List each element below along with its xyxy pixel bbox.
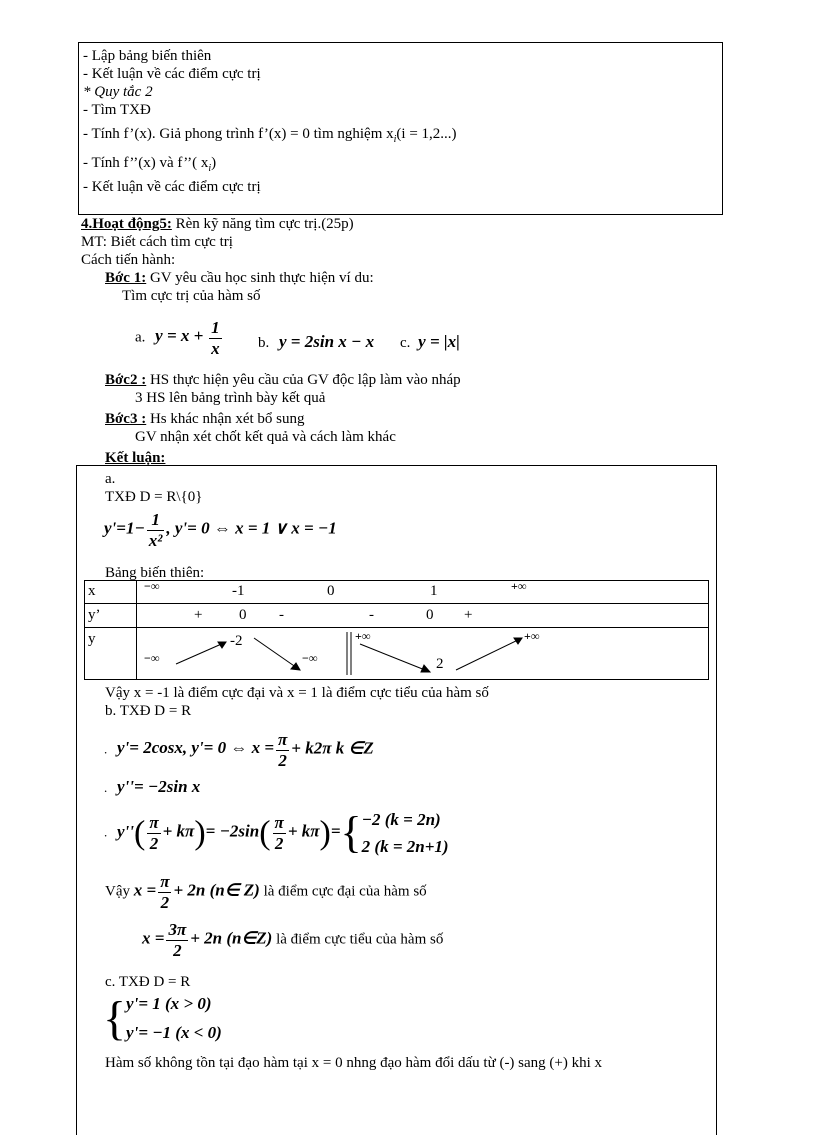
part-b-line2: . y''= −2sin x bbox=[104, 777, 201, 796]
activity-goal: MT: Biết cách tìm cực trị bbox=[81, 234, 233, 250]
fraction: $\frac{1}{x}$ bbox=[211, 318, 220, 358]
example-a: a. y = x + $\frac{1}{x}$ bbox=[135, 318, 220, 358]
part-b-line1: . y'= 2cosx, y'= 0 ⇔ x = $\frac{\pi}{2}$ + k2π k ∈Z bbox=[104, 730, 374, 770]
y-value: -2 bbox=[230, 633, 243, 649]
fraction: $\frac{\pi}{2}$ bbox=[149, 813, 159, 853]
row-label-y: y bbox=[88, 631, 96, 647]
step1-sub: Tìm cực trị của hàm số bbox=[122, 288, 261, 304]
x-value: +∞ bbox=[511, 579, 527, 593]
summary-line: - Kết luận về các điểm cực trị bbox=[83, 179, 261, 195]
x-value: 0 bbox=[327, 583, 335, 599]
activity-heading: 4.Hoạt động5: Rèn kỹ năng tìm cực trị.(25p) bbox=[81, 216, 354, 232]
y-value: 2 bbox=[436, 656, 444, 672]
step2-sub: 3 HS lên bảng trình bày kết quả bbox=[135, 390, 326, 406]
fraction: $\frac{\pi}{2}$ bbox=[160, 872, 170, 912]
part-b-line3: . y''( $\frac{\pi}{2}$ + kπ)= −2sin( $\frac{\pi}{2}$ + kπ)={ −2 (k = 2n) 2 (k = 2n+1) bbox=[104, 808, 449, 858]
fraction: $\frac{\pi}{2}$ bbox=[274, 813, 284, 853]
part-b-result-min: x = $\frac{3\pi}{2}$ + 2n (n∈Z) là điểm cực tiểu của hàm số bbox=[142, 920, 444, 960]
variation-table bbox=[84, 580, 709, 680]
arrow-up-1 bbox=[176, 642, 226, 664]
arrow-up-2 bbox=[456, 638, 522, 670]
part-a-result: Vậy x = -1 là điểm cực đại và x = 1 là điểm cực tiểu của hàm số bbox=[105, 685, 489, 701]
y-value: +∞ bbox=[355, 629, 371, 643]
y-value: −∞ bbox=[144, 651, 160, 665]
part-a-label: a. bbox=[105, 471, 116, 487]
variation-table-title: Bảng biến thiên: bbox=[105, 565, 205, 581]
part-c-cases: { y'= 1 (x > 0) y'= −1 (x < 0) bbox=[103, 991, 222, 1045]
part-a-domain: TXĐ D = R\{0} bbox=[105, 489, 203, 505]
step3-sub: GV nhận xét chốt kết quả và cách làm khác bbox=[135, 429, 396, 445]
row-label-yprime: y’ bbox=[88, 607, 101, 623]
activity-method: Cách tiến hành: bbox=[81, 252, 176, 268]
summary-line: - Kết luận về các điểm cực trị bbox=[83, 66, 261, 82]
yprime-sign: 0 bbox=[426, 607, 434, 623]
row-label-x: x bbox=[88, 583, 96, 599]
x-value: 1 bbox=[430, 583, 438, 599]
arrow-down-2 bbox=[360, 644, 430, 672]
summary-line: - Tính f’(x). Giả phong trình f’(x) = 0 tìm nghiệm $x_i(i = 1,2...)$ bbox=[83, 126, 457, 145]
step2: Bớc2 : HS thực hiện yêu cầu của GV độc lập làm vào nháp bbox=[105, 372, 461, 388]
summary-box bbox=[78, 42, 723, 215]
fraction: $\frac{3\pi}{2}$ bbox=[168, 920, 187, 960]
variation-table-grid bbox=[84, 580, 709, 680]
x-value: −∞ bbox=[144, 579, 160, 593]
part-c-note: Hàm số không tồn tại đạo hàm tại x = 0 nhng đạo hàm đổi dấu từ (-) sang (+) khi x bbox=[105, 1055, 603, 1071]
conclusion-heading: Kết luận: bbox=[105, 450, 166, 466]
part-a-derivative: y'=1− $\frac{1}{\text{x²}}$ , y'= 0 ⇔ x = 1 ∨ x = −1 bbox=[104, 510, 337, 550]
summary-line: - Tìm TXĐ bbox=[83, 102, 151, 118]
step3: Bớc3 : Hs khác nhận xét bổ sung bbox=[105, 411, 305, 427]
example-b: b. y = 2sin x − x bbox=[258, 332, 375, 351]
y-value: −∞ bbox=[302, 651, 318, 665]
yprime-sign: + bbox=[194, 607, 203, 623]
yprime-sign: - bbox=[279, 607, 284, 623]
step1: Bớc 1: GV yêu cầu học sinh thực hiện ví du: bbox=[105, 270, 374, 286]
summary-line: - Tính f’’(x) và f’’( $x_i$) bbox=[83, 155, 217, 174]
example-c: c. y = |x| bbox=[400, 332, 460, 351]
part-c-label: c. TXĐ D = R bbox=[105, 974, 191, 990]
part-b-label: b. TXĐ D = R bbox=[105, 703, 192, 719]
x-value: -1 bbox=[232, 583, 245, 599]
fraction: $\frac{1}{\text{x²}}$ bbox=[148, 510, 163, 550]
part-b-result-max: Vậy x = $\frac{\pi}{2}$ + 2n (n∈ Z) là điểm cực đại của hàm số bbox=[105, 872, 427, 912]
fraction: $\frac{\pi}{2}$ bbox=[278, 730, 288, 770]
yprime-sign: - bbox=[369, 607, 374, 623]
y-value: +∞ bbox=[524, 629, 540, 643]
yprime-sign: + bbox=[464, 607, 473, 623]
arrow-down-1 bbox=[254, 638, 300, 670]
summary-line: * Quy tắc 2 bbox=[83, 84, 153, 100]
summary-line: - Lập bảng biến thiên bbox=[83, 48, 212, 64]
yprime-sign: 0 bbox=[239, 607, 247, 623]
